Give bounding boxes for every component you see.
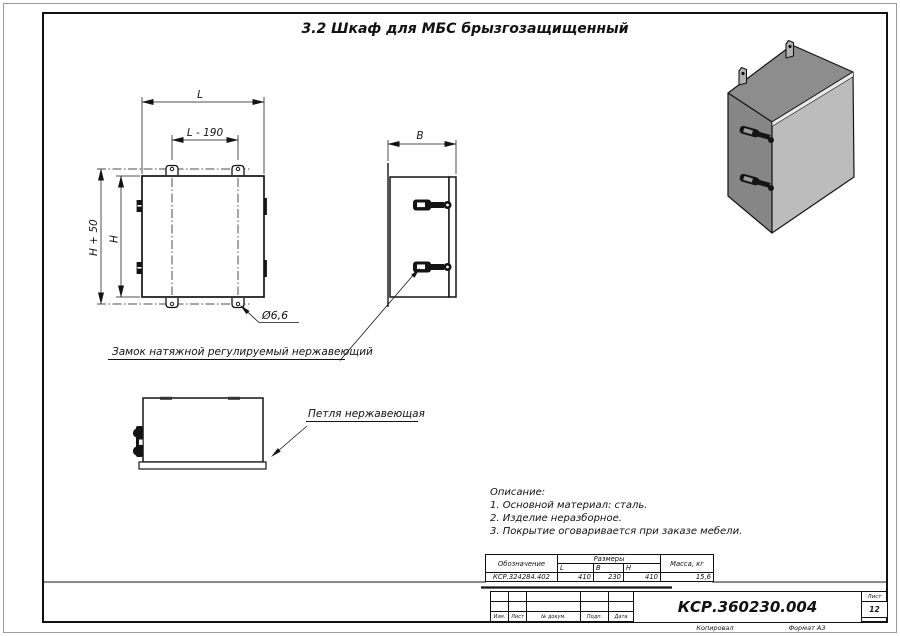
document-number: КСР.360230.004: [633, 591, 862, 623]
size-table-col-l: L: [558, 564, 594, 573]
description-line: 3. Покрытие оговаривается при заказе мебели.: [490, 526, 743, 537]
tb-empty-cell: [581, 592, 609, 602]
description-heading: Описание:: [490, 487, 546, 498]
sheet-label: Лист: [861, 591, 888, 602]
tb-col-podp-label: Подп.: [581, 612, 609, 622]
bottom-view: [133, 397, 307, 469]
size-table-h-value: 410: [624, 573, 661, 582]
tb-col-list-label: Лист: [509, 612, 527, 622]
size-table-mass-header: Масса, кг: [661, 555, 714, 573]
dim-depth-label: B: [416, 130, 424, 142]
tb-col-data-label: Дата: [609, 612, 634, 622]
lock-callout: Замок натяжной регулируемый нержавеющий: [108, 346, 345, 360]
iso-view: [728, 41, 854, 234]
dim-height-label: H: [108, 235, 121, 243]
hinge-glyph: [133, 426, 143, 457]
hinge-callout: Петля нержавеющая: [308, 408, 425, 420]
iso-tab-left: [739, 68, 747, 86]
sheet-number: 12: [861, 601, 888, 618]
page-title: 3.2 Шкаф для МБС брызгозащищенный: [301, 21, 629, 37]
size-table-designation-header: Обозначение: [486, 555, 558, 573]
size-table-b-value: 230: [594, 573, 624, 582]
title-block-revision-grid: [490, 591, 634, 622]
tb-empty-cell: [527, 602, 581, 612]
hole-diameter-label: Ø6,6: [262, 309, 289, 322]
size-table: [485, 554, 714, 582]
size-table-designation-value: КСР.324284.402: [486, 573, 558, 582]
dim-width-label: L: [197, 89, 203, 101]
size-table-col-b: B: [594, 564, 624, 573]
size-table-col-h: H: [624, 564, 661, 573]
tb-empty-cell: [491, 602, 509, 612]
tb-empty-cell: [527, 592, 581, 602]
tb-empty-cell: [509, 602, 527, 612]
tb-empty-cell: [609, 592, 634, 602]
tb-empty-cell: [491, 592, 509, 602]
copied-label: Копировал: [696, 624, 734, 632]
description-line: 2. Изделие неразборное.: [490, 513, 622, 524]
size-table-row: [486, 573, 714, 582]
tb-empty-cell: [581, 602, 609, 612]
dim-tab-span-label: L - 190: [186, 127, 224, 139]
tb-col-doc-label: № докум.: [527, 612, 581, 622]
description-block: [490, 486, 742, 538]
tb-empty-cell: [509, 592, 527, 602]
dim-height-outer-label: H + 50: [88, 219, 100, 256]
format-label: Формат А3: [788, 624, 826, 632]
size-table-l-value: 410: [558, 573, 594, 582]
size-table-mass-value: 15,6: [661, 573, 714, 582]
tb-empty-cell: [609, 602, 634, 612]
description-line: 1. Основной материал: сталь.: [490, 500, 648, 511]
tb-col-izm-label: Изм.: [491, 612, 509, 622]
side-view: [340, 140, 456, 361]
iso-tab-right: [786, 41, 794, 59]
size-table-group-header: Размеры: [558, 555, 661, 564]
zone-dividers: [42, 582, 886, 588]
